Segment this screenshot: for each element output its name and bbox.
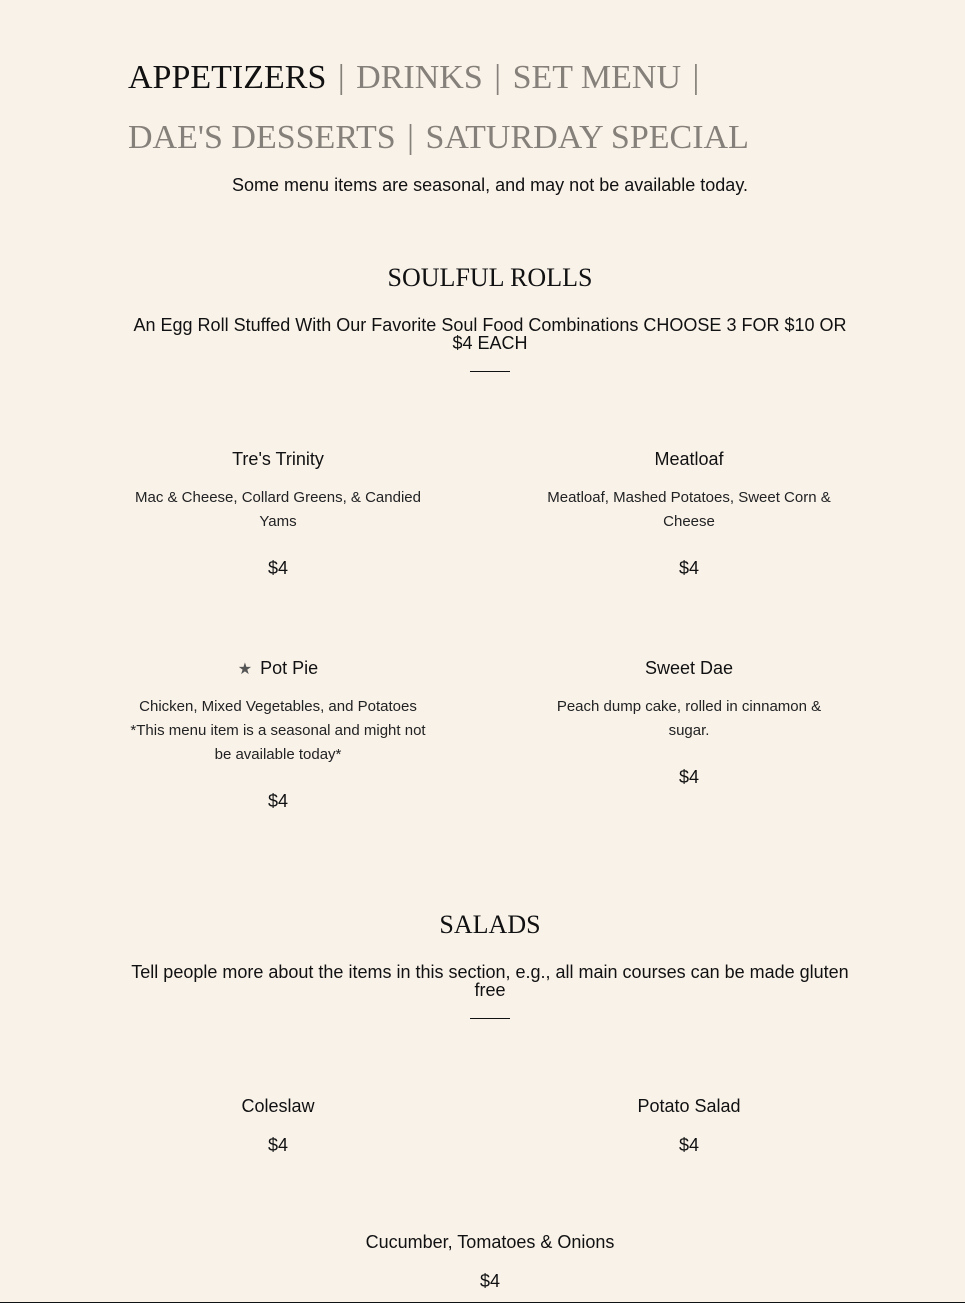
seasonal-notice: Some menu items are seasonal, and may not be available today. [232, 175, 748, 195]
menu-item-sweet-dae [539, 657, 839, 788]
star-icon: ★ [237, 661, 253, 678]
nav-separator: | [494, 59, 502, 96]
menu-item-price: $4 [678, 767, 700, 787]
menu-item-price: $4 [267, 558, 289, 578]
menu-item-cucumber-tomatoes-onions [340, 1231, 640, 1292]
nav-link-appetizers[interactable]: APPETIZERS [128, 59, 327, 96]
menu-item-meatloaf [539, 448, 839, 579]
menu-item-name: Pot Pie [260, 658, 319, 678]
nav-link-daes-desserts[interactable]: DAE'S DESSERTS [128, 119, 396, 156]
section-divider [470, 1018, 510, 1019]
nav-link-saturday-special[interactable]: SATURDAY SPECIAL [425, 119, 749, 156]
menu-item-pot-pie [128, 657, 428, 812]
menu-item-price: $4 [479, 1271, 501, 1291]
menu-item-description: Mac & Cheese, Collard Greens, & Candied Yams [135, 489, 421, 530]
menu-item-name: Meatloaf [654, 449, 724, 469]
section-title-soulful-rolls: SOULFUL ROLLS [387, 263, 593, 292]
menu-item-description: Meatloaf, Mashed Potatoes, Sweet Corn & Cheese [547, 489, 831, 530]
menu-item-name: Potato Salad [637, 1096, 741, 1116]
menu-item-name: Cucumber, Tomatoes & Onions [365, 1232, 615, 1252]
menu-item-name: Sweet Dae [644, 658, 734, 678]
section-divider [470, 371, 510, 372]
menu-item-name-row [128, 657, 428, 679]
menu-item-price: $4 [267, 1135, 289, 1155]
menu-item-coleslaw [128, 1095, 428, 1156]
menu-item-description: Chicken, Mixed Vegetables, and Potatoes *This menu item is a seasonal and might not be available today* [130, 698, 426, 763]
section-description-soulful-rolls: An Egg Roll Stuffed With Our Favorite Soul Food Combinations CHOOSE 3 FOR $10 OR $4 EACH [133, 315, 847, 353]
menu-item-price: $4 [678, 1135, 700, 1155]
menu-item-tres-trinity [128, 448, 428, 579]
section-description-salads: Tell people more about the items in this section, e.g., all main courses can be made gluten free [131, 962, 849, 1000]
nav-link-set-menu[interactable]: SET MENU [512, 59, 682, 96]
menu-item-name: Coleslaw [241, 1096, 315, 1116]
menu-category-nav [128, 48, 848, 168]
nav-separator: | [407, 119, 414, 156]
nav-separator: | [337, 59, 345, 96]
menu-item-price: $4 [678, 558, 700, 578]
menu-item-description: Peach dump cake, rolled in cinnamon & sugar. [556, 698, 822, 739]
menu-item-potato-salad [539, 1095, 839, 1156]
menu-item-price: $4 [267, 791, 289, 811]
nav-link-drinks[interactable]: DRINKS [356, 59, 483, 96]
menu-item-name: Tre's Trinity [232, 449, 324, 469]
section-title-salads: SALADS [439, 910, 541, 939]
nav-separator: | [692, 59, 700, 96]
